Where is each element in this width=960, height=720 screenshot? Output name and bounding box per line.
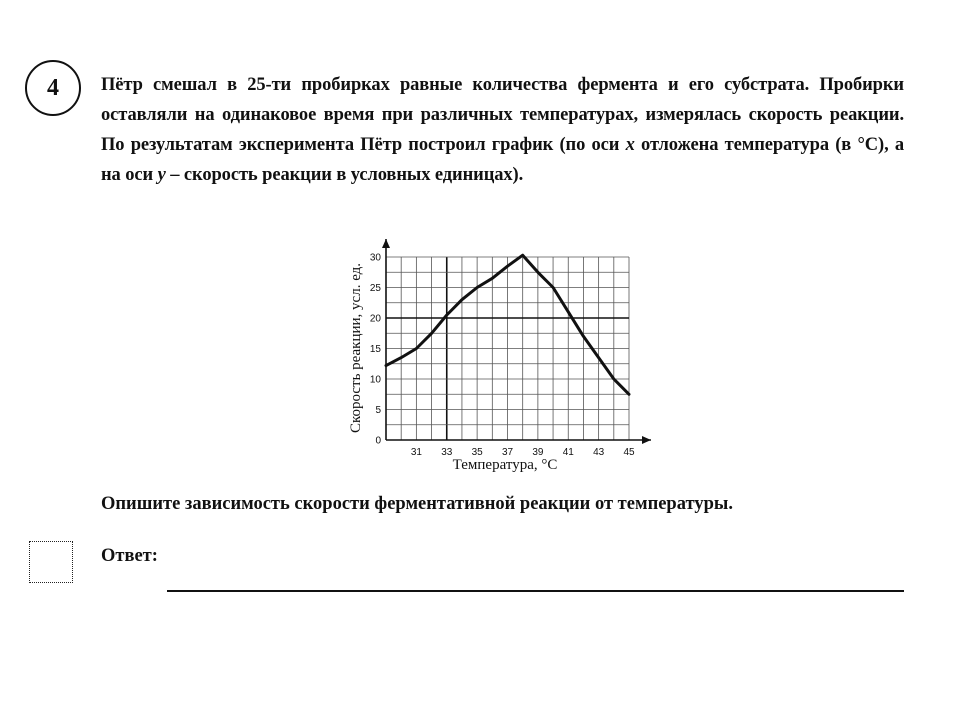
x-tick-label: 39: [532, 447, 544, 458]
task-text-part-1: Пётр смешал в 25-ти пробирках равные количества фермента и его субстрата. Пробирки оставляли на одинаковое время при различных температурах, измерялась скорость реакции. По результатам эксперимента Пётр построил график (по оси: [101, 75, 904, 155]
x-tick-label: 33: [441, 447, 453, 458]
reaction-rate-chart: [340, 228, 660, 478]
task-text: [101, 70, 904, 190]
y-axis-symbol: y: [157, 165, 166, 185]
x-axis-symbol: x: [625, 135, 635, 155]
x-tick-label: 41: [562, 447, 574, 458]
y-axis-label: Скорость реакции, усл. ед.: [348, 262, 364, 434]
task-number: [25, 60, 81, 116]
x-tick-label: 43: [593, 447, 605, 458]
y-tick-label: 20: [369, 313, 381, 325]
y-tick-label: 10: [369, 374, 381, 386]
y-axis-arrow: [382, 239, 390, 248]
question-text: Опишите зависимость скорости ферментативной реакции от температуры.: [101, 494, 733, 514]
y-tick-label: 25: [369, 283, 381, 294]
x-tick-label: 31: [410, 447, 422, 458]
x-axis-arrow: [642, 436, 651, 444]
x-axis-label: Температура, °С: [452, 457, 558, 473]
answer-score-box: [29, 541, 73, 583]
x-tick-label: 37: [501, 447, 514, 458]
y-tick-label: 30: [369, 252, 381, 264]
y-tick-label: 0: [375, 435, 381, 447]
task-text-part-2: отложена температура (в °С), а на оси: [101, 135, 905, 185]
answer-label: Ответ:: [101, 546, 158, 566]
y-tick-label: 5: [375, 405, 381, 416]
task-text-part-3: – скорость реакции в условных единицах).: [165, 165, 524, 185]
x-tick-label: 45: [623, 447, 635, 458]
task-number-text: 4: [47, 74, 59, 101]
answer-input-line[interactable]: [167, 590, 904, 592]
x-tick-label: 35: [471, 447, 483, 458]
chart-svg: [340, 228, 660, 478]
y-tick-label: 15: [369, 344, 381, 355]
